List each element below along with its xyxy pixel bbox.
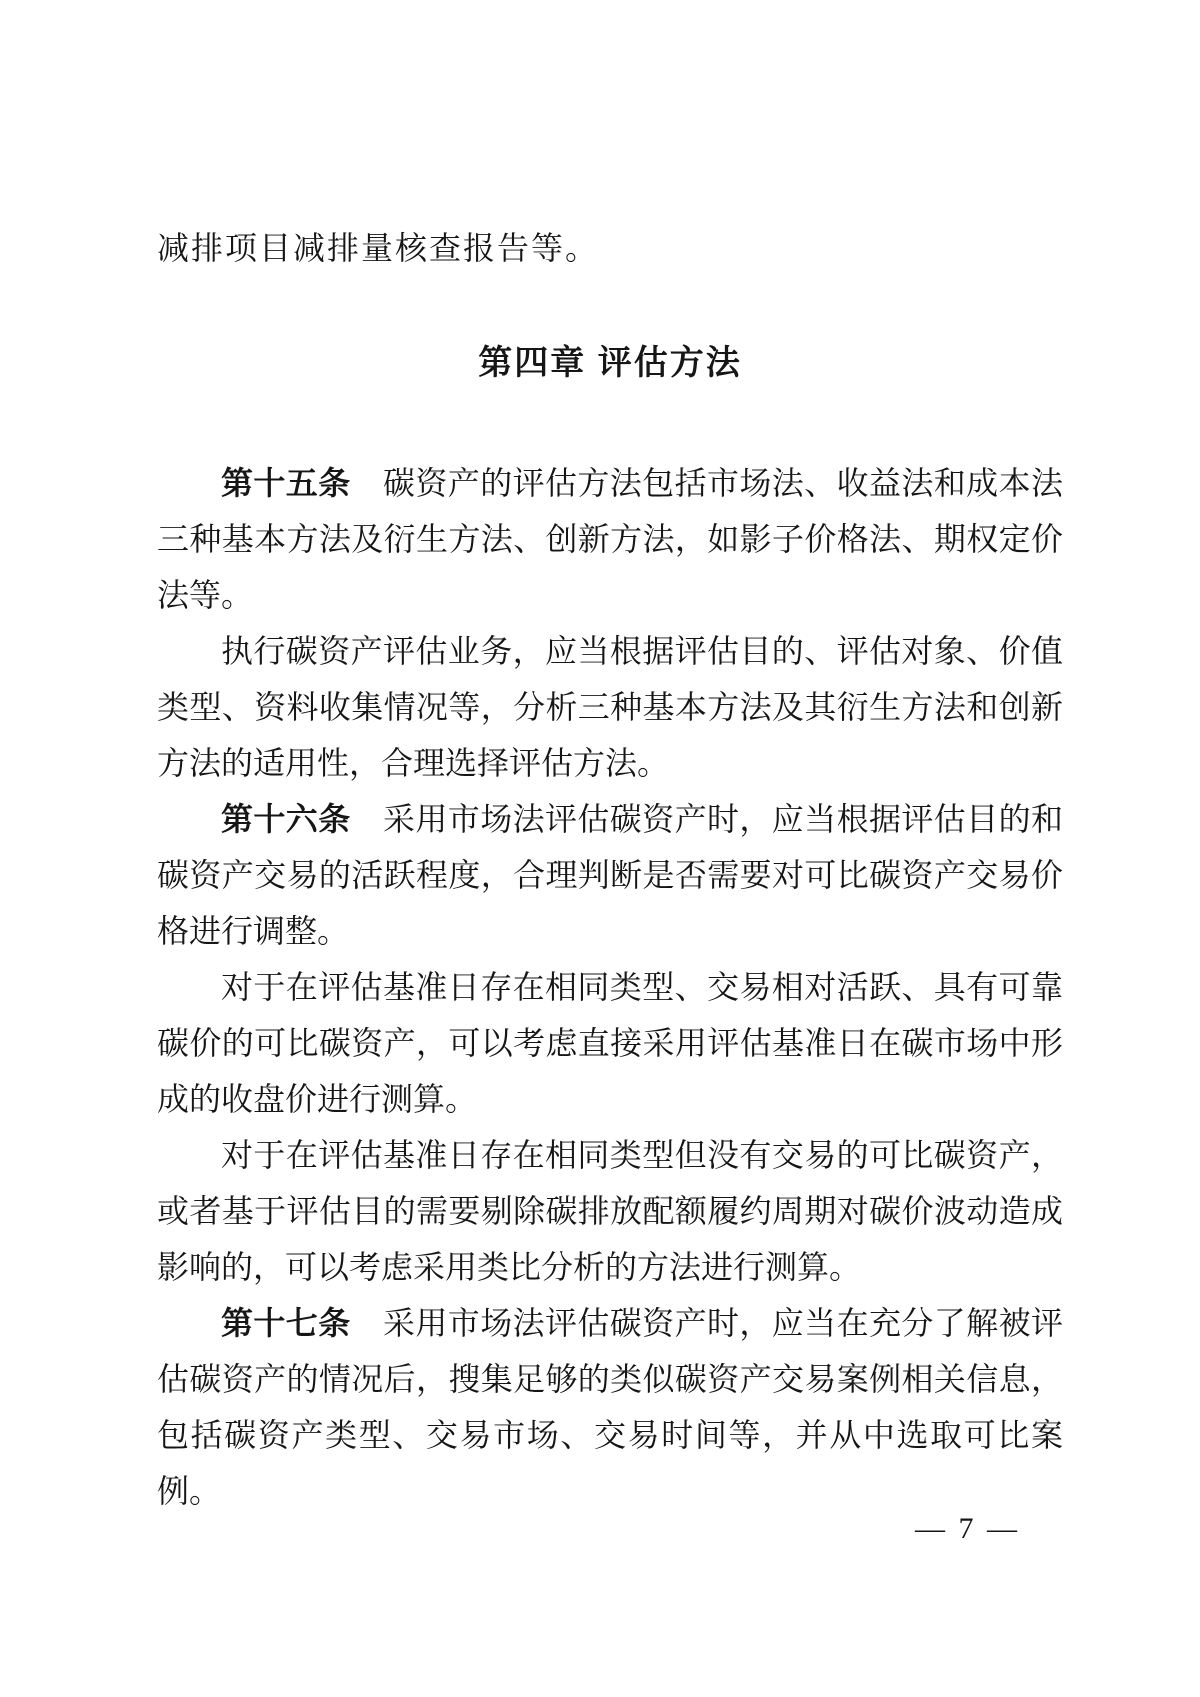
article-body-text: 碳资产的评估方法包括市场法、收益法和成本法三种基本方法及衍生方法、创新方法，如影子价格法、期权定价法等。 [157,465,1063,613]
article-paragraph-16-cont-1 [157,959,1063,1127]
document-text-column [157,220,1063,1519]
article-body-text: 执行碳资产评估业务，应当根据评估目的、评估对象、价值类型、资料收集情况等，分析三种基本方法及其衍生方法和创新方法的适用性，合理选择评估方法。 [157,633,1063,781]
article-paragraph-17 [157,1295,1063,1519]
page-number: — 7 — [915,1512,1020,1545]
article-paragraph-15 [157,455,1063,623]
article-number-label: 第十七条 [221,1305,351,1341]
article-paragraph-15-cont [157,623,1063,791]
article-body-text: 对于在评估基准日存在相同类型、交易相对活跃、具有可靠碳价的可比碳资产，可以考虑直接采用评估基准日在碳市场中形成的收盘价进行测算。 [157,969,1063,1117]
article-body-text: 采用市场法评估碳资产时，应当根据评估目的和碳资产交易的活跃程度，合理判断是否需要对可比碳资产交易价格进行调整。 [157,801,1063,949]
article-body-text: 对于在评估基准日存在相同类型但没有交易的可比碳资产，或者基于评估目的需要剔除碳排放配额履约周期对碳价波动造成影响的，可以考虑采用类比分析的方法进行测算。 [157,1137,1063,1285]
chapter-heading: 第四章 评估方法 [478,344,742,382]
article-paragraph-16 [157,791,1063,959]
article-paragraph-16-cont-2 [157,1127,1063,1295]
article-number-label: 第十六条 [221,801,351,837]
paragraph-continuation: 减排项目减排量核查报告等。 [157,230,600,266]
article-body-text: 采用市场法评估碳资产时，应当在充分了解被评估碳资产的情况后，搜集足够的类似碳资产交易案例相关信息，包括碳资产类型、交易市场、交易时间等，并从中选取可比案例。 [157,1305,1063,1509]
article-number-label: 第十五条 [221,465,351,501]
